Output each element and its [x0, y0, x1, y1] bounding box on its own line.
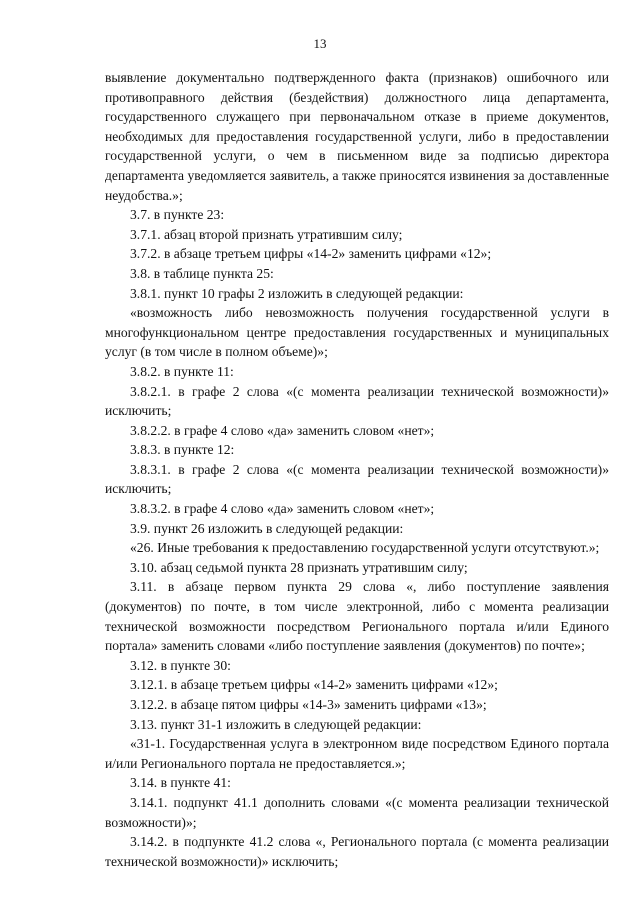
paragraph-3-12: 3.12. в пункте 30: — [130, 657, 231, 673]
paragraph-3-8-2-1: 3.8.2.1. в графе 2 слова «(с момента реализации технической возможности)» исключить; — [105, 383, 609, 419]
paragraph-3-8-3-2: 3.8.3.2. в графе 4 слово «да» заменить словом «нет»; — [130, 501, 435, 517]
paragraph-3-9: 3.9. пункт 26 изложить в следующей редакции: — [130, 520, 404, 536]
paragraph-3-8-3: 3.8.3. в пункте 12: — [130, 442, 235, 458]
paragraph-3-12-2: 3.12.2. в абзаце пятом цифры «14-3» заменить цифрами «13»; — [130, 697, 487, 712]
paragraph-3-7-2: 3.7.2. в абзаце третьем цифры «14-2» заменить цифрами «12»; — [130, 246, 492, 262]
paragraph-3-8-2: 3.8.2. в пункте 11: — [130, 363, 234, 379]
paragraph-3-13: 3.13. пункт 31-1 изложить в следующей редакции: — [130, 716, 422, 732]
paragraph-quote-31-1: «31-1. Государственная услуга в электронном виде посредством Единого портала и/или Регионального портала не предоставляется.»; — [105, 736, 609, 771]
paragraph-3-7: 3.7. в пункте 23: — [130, 207, 225, 223]
paragraph-3-8-2-2: 3.8.2.2. в графе 4 слово «да» заменить словом «нет»; — [130, 422, 435, 438]
paragraph-3-7-1: 3.7.1. абзац второй признать утратившим силу; — [130, 226, 403, 242]
paragraph-intro: выявление документально подтвержденного факта (признаков) ошибочного или противоправного действия (бездействия) должностного лица департамента, государственного служащего при первоначальном отказе в приеме документов, необходимых для предоставления государственной услуги, либо в предоставлении государственной услуги, о чем в письменном виде за подписью директора департамента уведомляется заявитель, а также приносятся извинения за доставленные неудобства.»; — [105, 70, 609, 203]
page-number: 13 — [313, 36, 327, 51]
paragraph-3-14: 3.14. в пункте 41: — [130, 775, 231, 791]
paragraph-3-8-3-1: 3.8.3.1. в графе 2 слова «(с момента реализации технической возможности)» исключить; — [105, 461, 609, 497]
paragraph-quote-possibility: «возможность либо невозможность получения государственной услуги в многофункциональном центре предоставления государственных и муниципальных услуг (в том числе в полном объеме)»; — [105, 305, 609, 360]
paragraph-3-14-1: 3.14.1. подпункт 41.1 дополнить словами «(с момента реализации технической возможности)»; — [105, 794, 609, 830]
paragraph-3-14-2: 3.14.2. в подпункте 41.2 слова «, Регионального портала (с момента реализации технической возможности)» исключить; — [105, 834, 609, 869]
paragraph-quote-26: «26. Иные требования к предоставлению государственной услуги отсутствуют.»; — [130, 540, 600, 556]
document-body — [105, 68, 609, 871]
paragraph-3-8: 3.8. в таблице пункта 25: — [130, 265, 274, 281]
paragraph-3-8-1: 3.8.1. пункт 10 графы 2 изложить в следующей редакции: — [130, 285, 464, 301]
paragraph-3-11: 3.11. в абзаце первом пункта 29 слова «, либо поступление заявления (документов) по почте, в том числе электронной, либо с момента реализации технической возможности посредством Регионального портала и/или Единого портала» заменить словами «либо поступление заявления (документов) по почте»; — [105, 579, 609, 654]
paragraph-3-10: 3.10. абзац седьмой пункта 28 признать утратившим силу; — [130, 559, 468, 575]
paragraph-3-12-1: 3.12.1. в абзаце третьем цифры «14-2» заменить цифрами «12»; — [130, 677, 498, 693]
